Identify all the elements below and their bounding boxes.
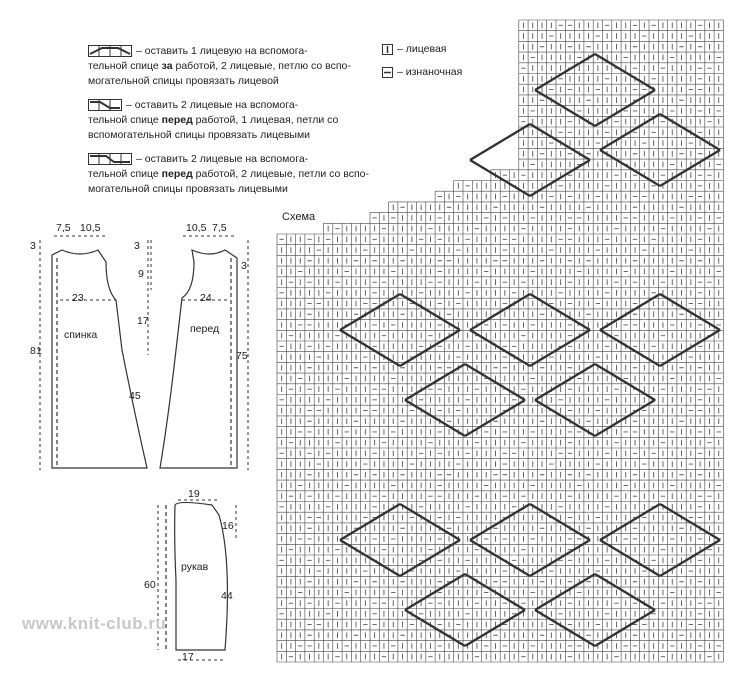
- back-length: 81: [30, 345, 42, 357]
- front-shoulder: 3: [134, 240, 140, 252]
- sleeve-label: рукав: [181, 561, 209, 573]
- watermark: www.knit-club.ru: [22, 614, 167, 633]
- legend-cable3-line3: могательной спицы провязать лицевыми: [88, 183, 288, 195]
- legend-cable1-line2: тельной спице за работой, 2 лицевые, петлю со вспо-: [88, 60, 351, 72]
- back-top-a: 7,5: [56, 222, 71, 234]
- legend-cable2-line2: тельной спице перед работой, 1 лицевая, петли со: [88, 114, 339, 126]
- legend-cable2-line3: вспомогательной спицы провязать лицевыми: [88, 129, 311, 141]
- sleeve-cap: 16: [222, 520, 234, 532]
- back-shoulder: 3: [30, 240, 36, 252]
- legend-purl: – изнаночная: [382, 66, 462, 78]
- back-armhole: 17: [137, 315, 149, 327]
- front-label: перед: [190, 323, 220, 335]
- front-neck: 9: [138, 268, 144, 280]
- back-side: 45: [129, 390, 141, 402]
- legend-cable1-line3: могательной спицы провязать лицевой: [88, 75, 279, 87]
- legend-cable3-line1: – оставить 2 лицевые на вспомога-: [88, 152, 308, 166]
- back-top-b: 10,5: [80, 222, 101, 234]
- chart-title: Схема: [282, 211, 316, 223]
- legend-cable2-line1: – оставить 2 лицевые на вспомога-: [88, 98, 298, 112]
- legend-knit: – лицевая: [382, 43, 446, 55]
- front-top-a: 10,5: [186, 222, 207, 234]
- back-width: 23: [72, 292, 84, 304]
- front-width: 24: [200, 292, 212, 304]
- front-right-neck: 3: [241, 260, 247, 272]
- sleeve-length: 60: [144, 579, 156, 591]
- back-label: спинка: [64, 329, 98, 341]
- front-length: 75: [236, 350, 248, 362]
- sleeve-bottom: 17: [182, 651, 194, 663]
- sleeve-top: 19: [188, 488, 200, 500]
- front-top-b: 7,5: [212, 222, 227, 234]
- legend-cable3-line2: тельной спице перед работой, 2 лицевые, петли со вспо-: [88, 168, 370, 180]
- legend-cable1-line1: – оставить 1 лицевую на вспомога-: [88, 44, 308, 58]
- sleeve-side: 44: [221, 590, 233, 602]
